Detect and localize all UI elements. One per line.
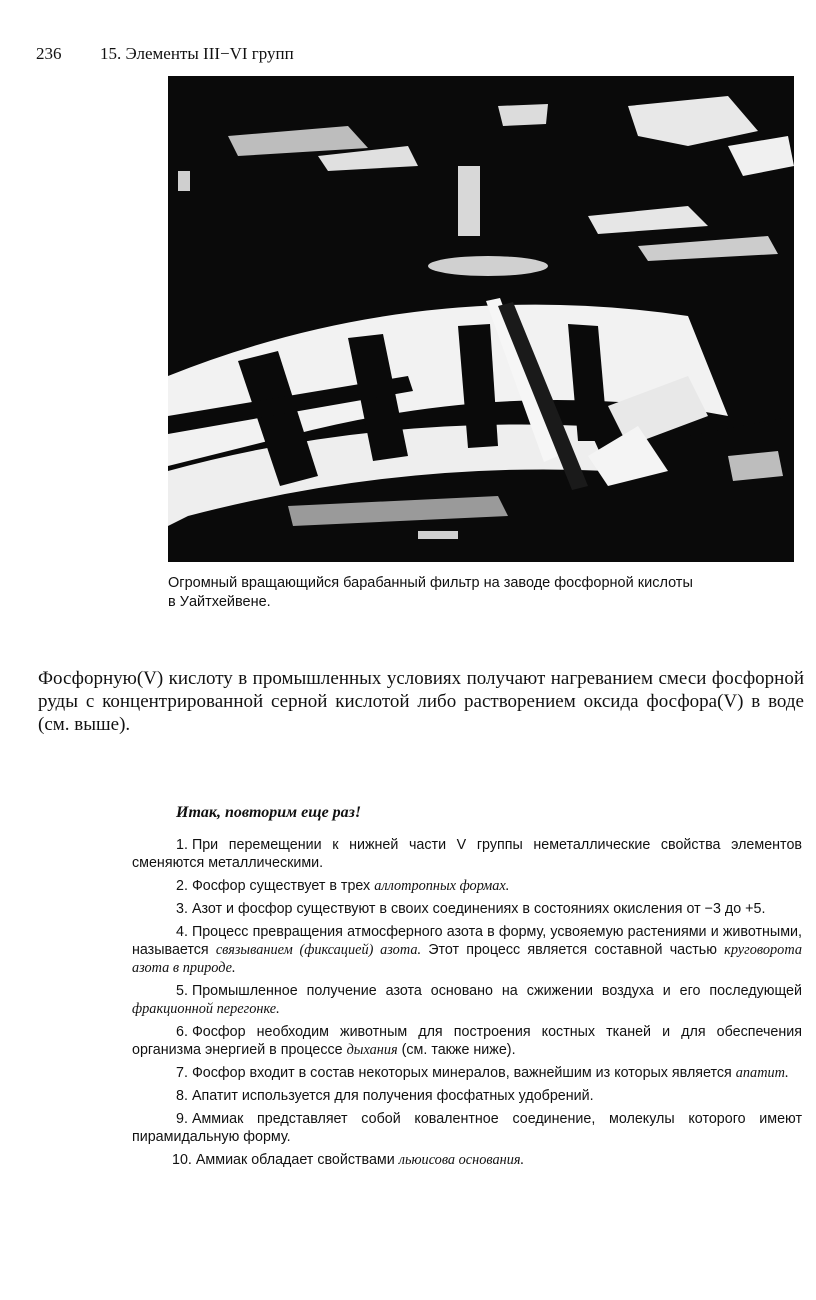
summary-item <box>132 1151 802 1169</box>
caption-line-2: в Уайтхейвене. <box>168 594 271 610</box>
summary-text: Промышленное получение азота основано на сжижении воздуха и его последующей <box>191 983 802 999</box>
summary-item <box>132 1064 802 1082</box>
running-header <box>36 44 294 64</box>
summary-text: Аммиак обладает свойствами <box>195 1152 399 1168</box>
summary-item-number: 10. <box>172 1152 192 1168</box>
summary-item-number: 4. <box>176 924 188 940</box>
summary-term: связыванием (фиксацией) азота. <box>215 942 422 958</box>
photo-illustration <box>168 76 794 562</box>
summary-text: Азот и фосфор существуют в своих соединениях в состояниях окисления от −3 до +5. <box>191 901 766 917</box>
summary-term: льюисова основания. <box>398 1152 525 1168</box>
summary-text: Апатит используется для получения фосфатных удобрений. <box>191 1088 594 1104</box>
summary-text: (см. также ниже). <box>397 1042 516 1058</box>
summary-term: круговорота азота в природе. <box>132 942 802 976</box>
summary-title: Итак, повторим еще раз! <box>176 804 362 821</box>
summary-item <box>132 923 802 977</box>
summary-item-number: 2. <box>176 878 188 894</box>
summary-item-number: 1. <box>176 837 188 853</box>
summary-text: Аммиак представляет собой ковалентное соединение, молекулы которого имеют пирамидальную форму. <box>132 1111 802 1145</box>
caption-line-1: Огромный вращающийся барабанный фильтр на заводе фосфорной кислоты <box>168 575 693 591</box>
summary-item-number: 9. <box>176 1111 188 1127</box>
summary-item-number: 8. <box>176 1088 188 1104</box>
summary-term: фракционной перегонке. <box>132 1001 280 1017</box>
summary-item <box>132 836 802 872</box>
summary-item-number: 7. <box>176 1065 188 1081</box>
drum-filter-photo <box>168 76 794 562</box>
phosphoric-acid-paragraph: Фосфорную(V) кислоту в промышленных условиях получают нагреванием смеси фосфорной руды с концентрированной серной кислотой либо растворением оксида фосфора(V) в воде (см. выше). <box>38 668 804 735</box>
figure-caption <box>168 574 812 612</box>
summary-item <box>132 877 802 895</box>
summary-text: Этот процесс является составной частью <box>421 942 725 958</box>
summary-item <box>132 982 802 1018</box>
page-number: 236 <box>36 44 62 63</box>
summary-term: апатит. <box>735 1065 789 1081</box>
summary-section <box>132 804 802 1174</box>
summary-item <box>132 900 802 918</box>
summary-term: дыхания <box>346 1042 398 1058</box>
summary-item-number: 5. <box>176 983 188 999</box>
chapter-title: 15. Элементы III−VI групп <box>100 44 294 63</box>
summary-text: При перемещении к нижней части V группы неметаллические свойства элементов сменяются металлическими. <box>132 837 802 871</box>
summary-term: аллотропных формах. <box>374 878 510 894</box>
summary-item <box>132 1087 802 1105</box>
summary-item-number: 6. <box>176 1024 188 1040</box>
summary-item <box>132 1110 802 1146</box>
summary-list <box>132 836 802 1169</box>
summary-text: Фосфор необходим животным для построения костных тканей и для обеспечения организма энергией в процессе <box>132 1024 802 1058</box>
summary-text: Процесс превращения атмосферного азота в форму, усвояемую растениями и животными, называется <box>132 924 802 958</box>
summary-text: Фосфор существует в трех <box>191 878 375 894</box>
summary-item-number: 3. <box>176 901 188 917</box>
summary-text: Фосфор входит в состав некоторых минералов, важнейшим из которых является <box>191 1065 736 1081</box>
summary-item <box>132 1023 802 1059</box>
